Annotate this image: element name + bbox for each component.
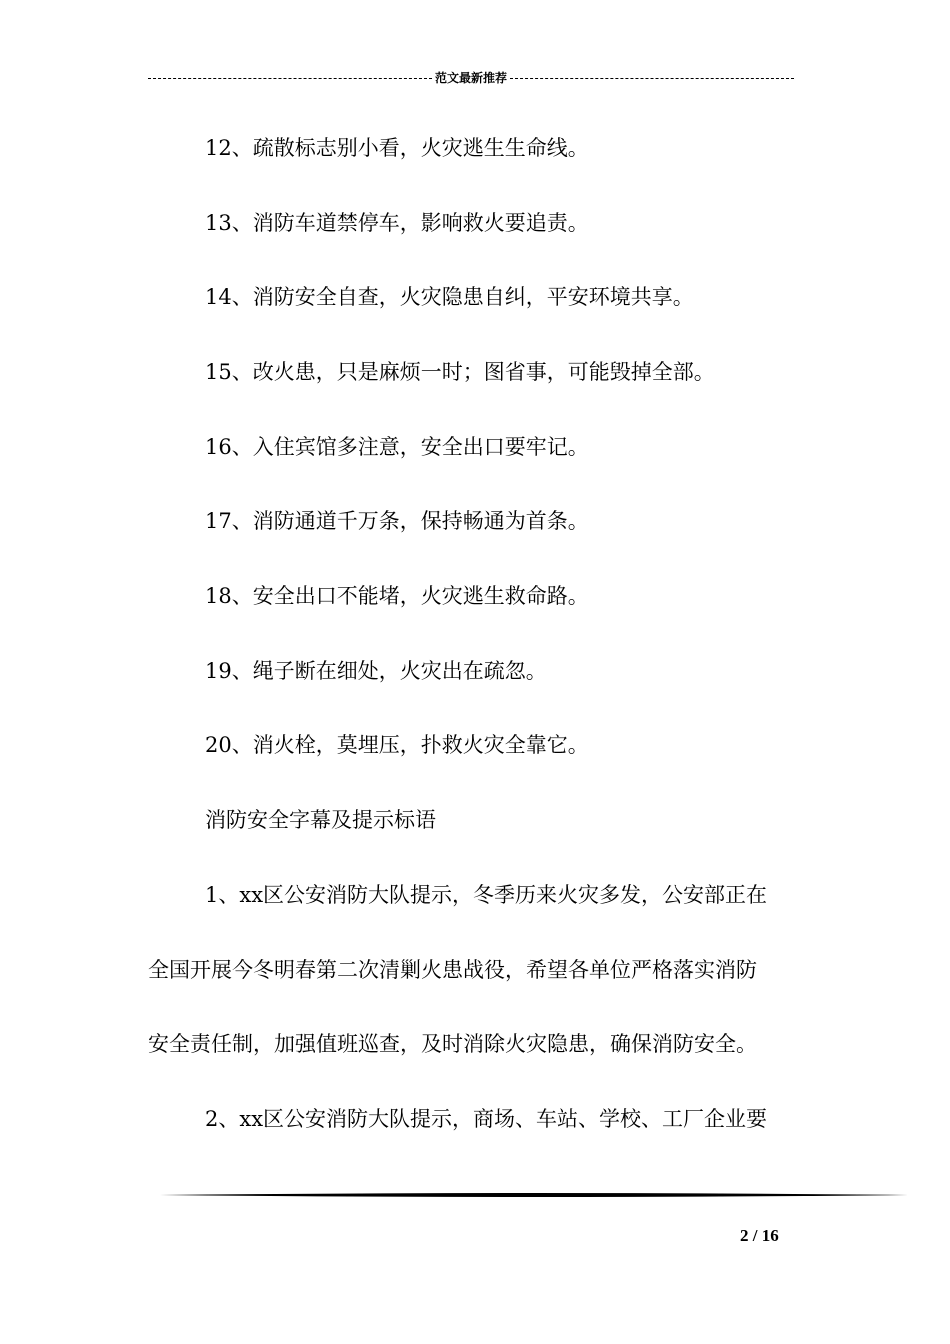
page-number: 2 / 16 bbox=[740, 1226, 779, 1245]
header-title: 范文最新推荐 bbox=[435, 71, 508, 85]
slogan-12: 12、疏散标志别小看，火灾逃生生命线。 bbox=[205, 136, 589, 160]
slogan-15: 15、改火患，只是麻烦一时；图省事，可能毁掉全部。 bbox=[205, 360, 715, 384]
paragraph1-line1: 1、xx区公安消防大队提示，冬季历来火灾多发，公安部正在 bbox=[205, 883, 768, 907]
paragraph2-line1: 2、xx区公安消防大队提示，商场、车站、学校、工厂企业要 bbox=[205, 1107, 768, 1131]
paragraph1-line3: 安全责任制，加强值班巡查，及时消除火灾隐患，确保消防安全。 bbox=[148, 1032, 757, 1056]
header-dash-left bbox=[148, 78, 432, 79]
slogan-16: 16、入住宾馆多注意，安全出口要牢记。 bbox=[205, 435, 589, 459]
slogan-20: 20、消火栓，莫埋压，扑救火灾全靠它。 bbox=[205, 733, 589, 757]
slogan-13: 13、消防车道禁停车，影响救火要追责。 bbox=[205, 211, 589, 235]
slogan-17: 17、消防通道千万条，保持畅通为首条。 bbox=[205, 509, 589, 533]
header-dash-right bbox=[510, 78, 794, 79]
section-title: 消防安全字幕及提示标语 bbox=[205, 808, 436, 832]
slogan-14: 14、消防安全自查，火灾隐患自纠，平安环境共享。 bbox=[205, 285, 694, 309]
page-header bbox=[148, 70, 794, 86]
paragraph1-line2: 全国开展今冬明春第二次清剿火患战役，希望各单位严格落实消防 bbox=[148, 958, 757, 982]
footer-rule bbox=[160, 1192, 908, 1198]
slogan-18: 18、安全出口不能堵，火灾逃生救命路。 bbox=[205, 584, 589, 608]
slogan-19: 19、绳子断在细处，火灾出在疏忽。 bbox=[205, 659, 547, 683]
